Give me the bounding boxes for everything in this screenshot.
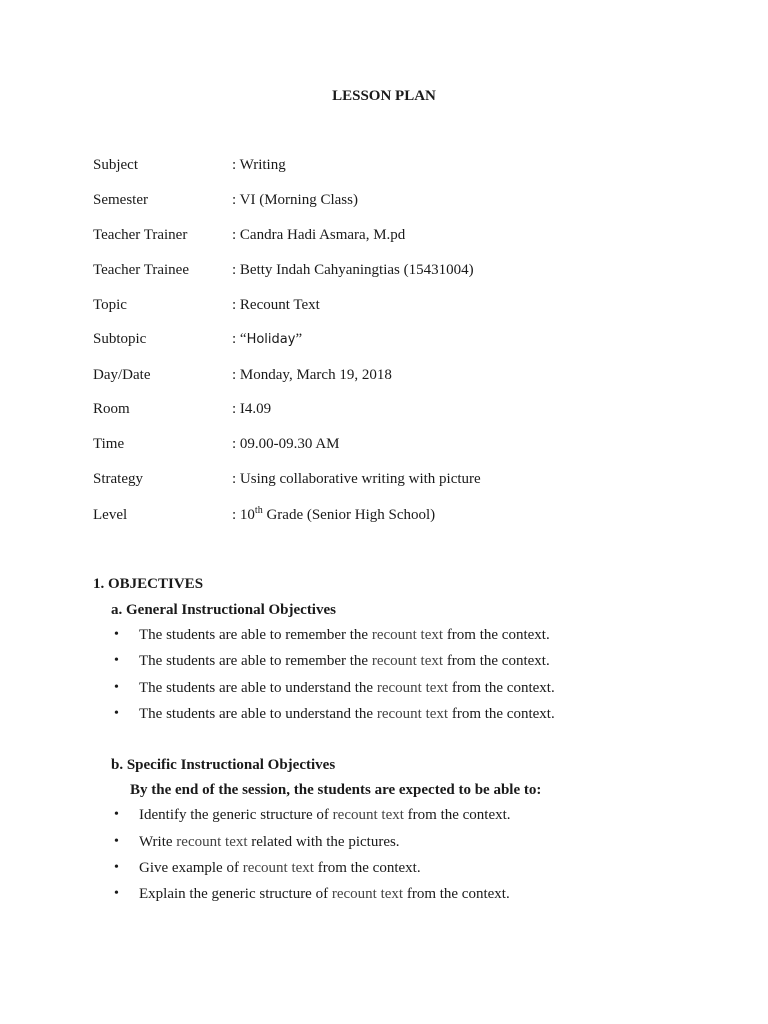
bullet-icon: • xyxy=(114,834,119,849)
info-value-superscript: th xyxy=(254,505,263,516)
info-label: Strategy xyxy=(93,471,143,487)
info-label: Subject xyxy=(93,157,138,173)
info-label: Day/Date xyxy=(93,367,151,383)
info-value: : Monday, March 19, 2018 xyxy=(232,367,392,383)
subsection-note: By the end of the session, the students are expected to be able to: xyxy=(130,782,542,798)
info-value xyxy=(232,331,302,348)
info-value: : Candra Hadi Asmara, M.pd xyxy=(232,227,406,243)
bullet-icon: • xyxy=(114,706,119,721)
list-item-text: The students are able to remember the recount text from the context. xyxy=(139,653,550,669)
list-item-text: Explain the generic structure of recount text from the context. xyxy=(139,886,510,902)
info-value: : Writing xyxy=(232,157,286,173)
info-value-word: Holiday xyxy=(246,332,296,347)
info-value-suffix: Grade (Senior High School) xyxy=(262,507,436,523)
bullet-icon: • xyxy=(114,653,119,668)
list-item-text: Identify the generic structure of recount text from the context. xyxy=(139,807,511,823)
bullet-icon: • xyxy=(114,860,119,875)
page-title: LESSON PLAN xyxy=(332,88,436,104)
bullet-icon: • xyxy=(114,886,119,901)
info-value: : Betty Indah Cahyaningtias (15431004) xyxy=(232,262,474,278)
info-value-prefix: : “ xyxy=(232,331,247,347)
list-item-text: The students are able to understand the recount text from the context. xyxy=(139,706,555,722)
list-item-text: Give example of recount text from the context. xyxy=(139,860,421,876)
info-value: : VI (Morning Class) xyxy=(232,192,358,208)
info-label: Room xyxy=(93,401,130,417)
list-item-text: Write recount text related with the pictures. xyxy=(139,834,400,850)
info-value-prefix: : 10 xyxy=(232,507,255,523)
info-value-suffix: ” xyxy=(295,331,303,347)
info-label: Semester xyxy=(93,192,148,208)
info-value: : 09.00-09.30 AM xyxy=(232,436,340,452)
info-label: Topic xyxy=(93,297,127,313)
list-item-text: The students are able to understand the recount text from the context. xyxy=(139,680,555,696)
bullet-icon: • xyxy=(114,627,119,642)
section-heading-objectives: 1. OBJECTIVES xyxy=(93,576,204,592)
bullet-icon: • xyxy=(114,807,119,822)
subsection-heading-specific: b. Specific Instructional Objectives xyxy=(111,757,336,773)
info-label: Teacher Trainee xyxy=(93,262,189,278)
info-value: : Recount Text xyxy=(232,297,320,313)
info-label: Teacher Trainer xyxy=(93,227,188,243)
info-value: : Using collaborative writing with picture xyxy=(232,471,481,487)
info-label: Time xyxy=(93,436,125,452)
subsection-heading-general: a. General Instructional Objectives xyxy=(111,602,336,618)
bullet-icon: • xyxy=(114,680,119,695)
list-item-text: The students are able to remember the recount text from the context. xyxy=(139,627,550,643)
info-value: : I4.09 xyxy=(232,401,272,417)
info-label: Level xyxy=(93,507,128,523)
info-label: Subtopic xyxy=(93,331,147,347)
info-value xyxy=(232,507,435,524)
